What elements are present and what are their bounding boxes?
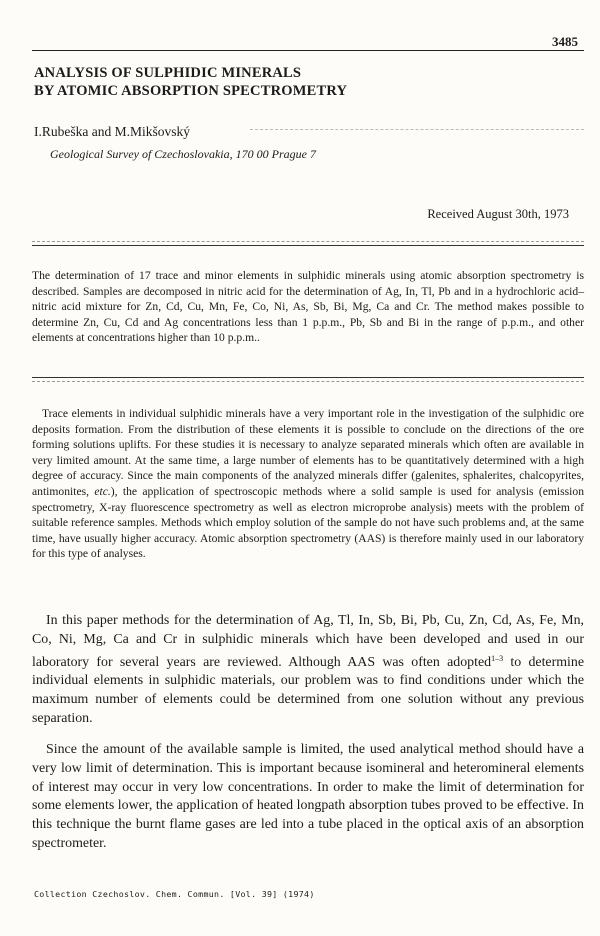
- journal-footer: Collection Czechoslov. Chem. Commun. [Vol. 39] (1974): [34, 889, 315, 899]
- intro-etc: etc.: [94, 484, 111, 498]
- received-date: Received August 30th, 1973: [427, 207, 569, 221]
- intro-paragraph: [32, 406, 584, 562]
- affiliation: Geological Survey of Czechoslovakia, 170 00 Prague 7: [50, 147, 316, 161]
- article-title: [34, 64, 554, 100]
- body-p1-text-b: to determine individual elements in sulphidic materials, our problem was to find conditions under which the maximum number of elements could be determined from one solution without any previous separation.: [32, 654, 584, 726]
- authors: I.Rubeška and M.Mikšovský: [34, 124, 190, 139]
- abstract-bottom-dashed-rule: [32, 381, 584, 382]
- intro-text-a: Trace elements in individual sulphidic minerals have a very important role in the investigation of the sulphidic ore deposits formation. From the distribution of these elements it is possible to conclude on the directions of the ore forming solutions uplifts. For these studies it is necessary to analyze separated minerals which often are available in very limited amount. At the same time, a large number of elements has to be quantitatively determined with a high degree of accuracy. Since the main components of the analyzed minerals differ (galenites, sphalerites, chalcopyrites, antimonites,: [32, 407, 584, 498]
- citation-superscript: 1–3: [491, 653, 504, 663]
- intro-text-b: ), the application of spectroscopic methods where a solid sample is used for analysis (emission spectrometry, X-ray fluorescence spectrometry as well as electron microprobe analysis) meets with the problem of suitable reference samples. Methods which employ solution of the sample do not have such problems and, at the same time, have usually higher accuracy. Atomic absorption spectrometry (AAS) is therefore mainly used in our laboratory for this type of analyses.: [32, 484, 584, 561]
- abstract-top-rule: [32, 245, 584, 246]
- title-line-1: ANALYSIS OF SULPHIDIC MINERALS: [34, 65, 302, 81]
- abstract-bottom-rule: [32, 377, 584, 378]
- body-paragraph-2: Since the amount of the available sample is limited, the used analytical method should have a very low limit of determination. This is important because isomineral and heteromineral elements of interest may occur in very low concentrations. In order to make the limit of determination for some elements lower, the application of heated longpath absorption tubes proved to be effective. In this technique the burnt flame gases are led into a tube placed in the optical axis of an absorption spectrometer.: [32, 742, 584, 851]
- page-number: 3485: [552, 34, 578, 49]
- body-paragraph-1: [32, 612, 584, 729]
- title-line-2: BY ATOMIC ABSORPTION SPECTROMETRY: [34, 83, 348, 99]
- body-p1-text-a: In this paper methods for the determination of Ag, Tl, In, Sb, Bi, Pb, Cu, Zn, Cd, As, Fe, Mn, Co, Ni, Mg, Ca and Cr in sulphidic minerals which have been developed and used in our laboratory for several years are reviewed. Although AAS was often adopted: [32, 613, 584, 670]
- faint-divider: [250, 129, 584, 130]
- abstract: The determination of 17 trace and minor elements in sulphidic minerals using atomic absorption spectrometry is described. Samples are decomposed in nitric acid for the determination of Ag, In, Tl, Pb and in a hydrochloric acid–nitric acid mixture for Zn, Cd, Cu, Mn, Fe, Co, Ni, As, Sb, Bi, Mg, Ca and Cr. The method makes possible to determine Zn, Cu, Cd and Ag concentrations less than 1 p.p.m., Pb, Sb and Bi in the range of p.p.m., and other elements at concentrations higher than 10 p.p.m..: [32, 269, 584, 345]
- header-rule: [32, 50, 584, 51]
- abstract-top-dashed-rule: [32, 241, 584, 242]
